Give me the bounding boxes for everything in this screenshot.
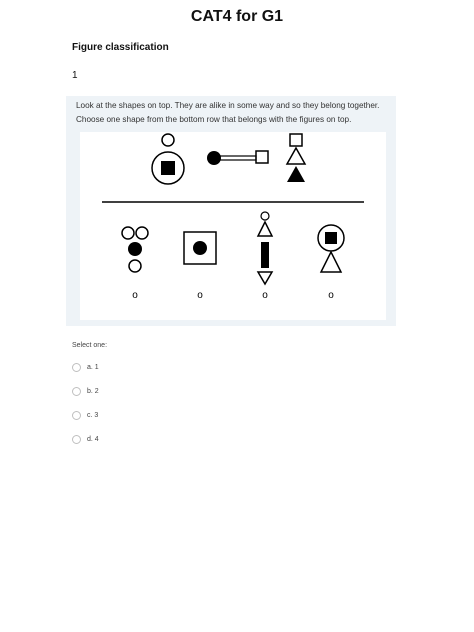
option-a-label: a. 1 <box>87 363 99 371</box>
filled-square-shape <box>161 161 175 175</box>
open-circle-shape <box>122 227 134 239</box>
figure-panel <box>80 132 386 320</box>
down-triangle-shape <box>258 272 272 284</box>
answer-label-1: o <box>132 290 138 301</box>
option-a[interactable] <box>72 361 99 373</box>
open-triangle-shape <box>287 148 305 164</box>
answer-figure-2[interactable] <box>184 232 216 264</box>
open-circle-shape <box>136 227 148 239</box>
option-d-label: d. 4 <box>87 435 99 443</box>
filled-triangle-shape <box>287 166 305 182</box>
select-one-label: Select one: <box>72 342 108 349</box>
top-figure-3 <box>287 134 305 182</box>
radio-button-c[interactable] <box>72 411 81 420</box>
open-square-shape <box>256 151 268 163</box>
option-b-label: b. 2 <box>87 387 99 395</box>
question-box <box>66 96 396 326</box>
figure-canvas <box>80 132 386 320</box>
prompt-line-2: Choose one shape from the bottom row that belongs with the figures on top. <box>76 115 352 124</box>
open-square-shape <box>290 134 302 146</box>
filled-circle-shape <box>128 242 142 256</box>
section-heading: Figure classification <box>72 42 169 53</box>
question-prompt <box>76 99 392 127</box>
prompt-line-1: Look at the shapes on top. They are alike in some way and so they belong together. <box>76 101 380 110</box>
filled-square-shape <box>325 232 337 244</box>
filled-circle-shape <box>193 241 207 255</box>
radio-button-a[interactable] <box>72 363 81 372</box>
top-figure-1 <box>152 134 184 184</box>
answer-figure-3[interactable] <box>258 212 272 284</box>
top-figure-2 <box>207 151 268 165</box>
answer-label-3: o <box>262 290 268 301</box>
open-circle-shape <box>129 260 141 272</box>
answer-figure-4[interactable] <box>318 225 344 272</box>
small-circle-shape <box>261 212 269 220</box>
radio-button-b[interactable] <box>72 387 81 396</box>
radio-button-d[interactable] <box>72 435 81 444</box>
filled-circle-shape <box>207 151 221 165</box>
open-triangle-shape <box>258 222 272 236</box>
filled-bar-shape <box>261 242 269 268</box>
answer-label-2: o <box>197 290 203 301</box>
option-c[interactable] <box>72 409 98 421</box>
small-circle-shape <box>162 134 174 146</box>
answer-label-4: o <box>328 290 334 301</box>
question-number: 1 <box>72 70 78 81</box>
open-triangle-shape <box>321 252 341 272</box>
page-title: CAT4 for G1 <box>190 8 284 25</box>
option-c-label: c. 3 <box>87 411 99 419</box>
answer-figure-1[interactable] <box>122 227 148 272</box>
option-b[interactable] <box>72 385 99 397</box>
bar-shape <box>220 156 256 160</box>
option-d[interactable] <box>72 433 99 445</box>
